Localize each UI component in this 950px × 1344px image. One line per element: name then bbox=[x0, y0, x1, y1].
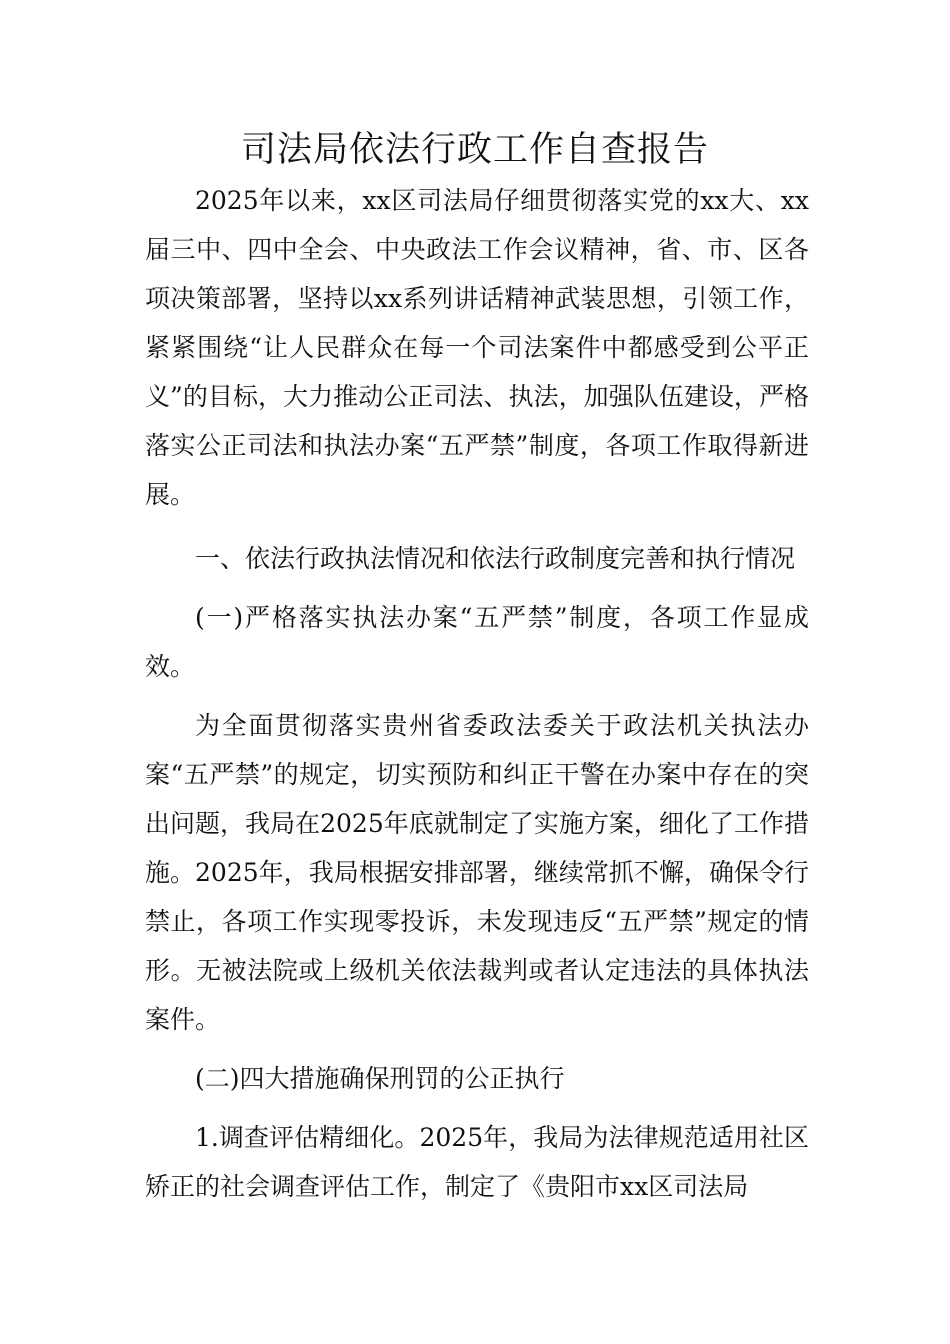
subsection-heading-1: (一)严格落实执法办案“五严禁”制度，各项工作显成效。 bbox=[145, 603, 809, 681]
paragraph-five-prohibitions: 为全面贯彻落实贵州省委政法委关于政法机关执法办案“五严禁”的规定，切实预防和纠正干警在办案中存在的突出问题，我局在2025年底就制定了实施方案，细化了工作措施。2025年，我局根据安排部署，继续常抓不懈，确保令行禁止，各项工作实现零投诉，未发现违反“五严禁”规定的情形。无被法院或上级机关依法裁判或者认定违法的具体执法案件。 bbox=[145, 711, 809, 1034]
document-title: 司法局依法行政工作自查报告 bbox=[240, 130, 709, 170]
paragraph-intro: 2025年以来，xx区司法局仔细贯彻落实党的xx大、xx届三中、四中全会、中央政法工作会议精神，省、市、区各项决策部署，坚持以xx系列讲话精神武装思想，引领工作，紧紧围绕“让人民群众在每一个司法案件中都感受到公平正义”的目标，大力推动公正司法、执法，加强队伍建设，严格落实公正司法和执法办案“五严禁”制度，各项工作取得新进展。 bbox=[145, 186, 809, 509]
document-body bbox=[145, 176, 809, 1211]
subsection-heading-2: (二)四大措施确保刑罚的公正执行 bbox=[195, 1064, 565, 1093]
paragraph-investigation: 1.调查评估精细化。2025年，我局为法律规范适用社区矫正的社会调查评估工作，制定了《贵阳市xx区司法局 bbox=[145, 1123, 809, 1201]
section-heading-1: 一、依法行政执法情况和依法行政制度完善和执行情况 bbox=[195, 544, 796, 573]
